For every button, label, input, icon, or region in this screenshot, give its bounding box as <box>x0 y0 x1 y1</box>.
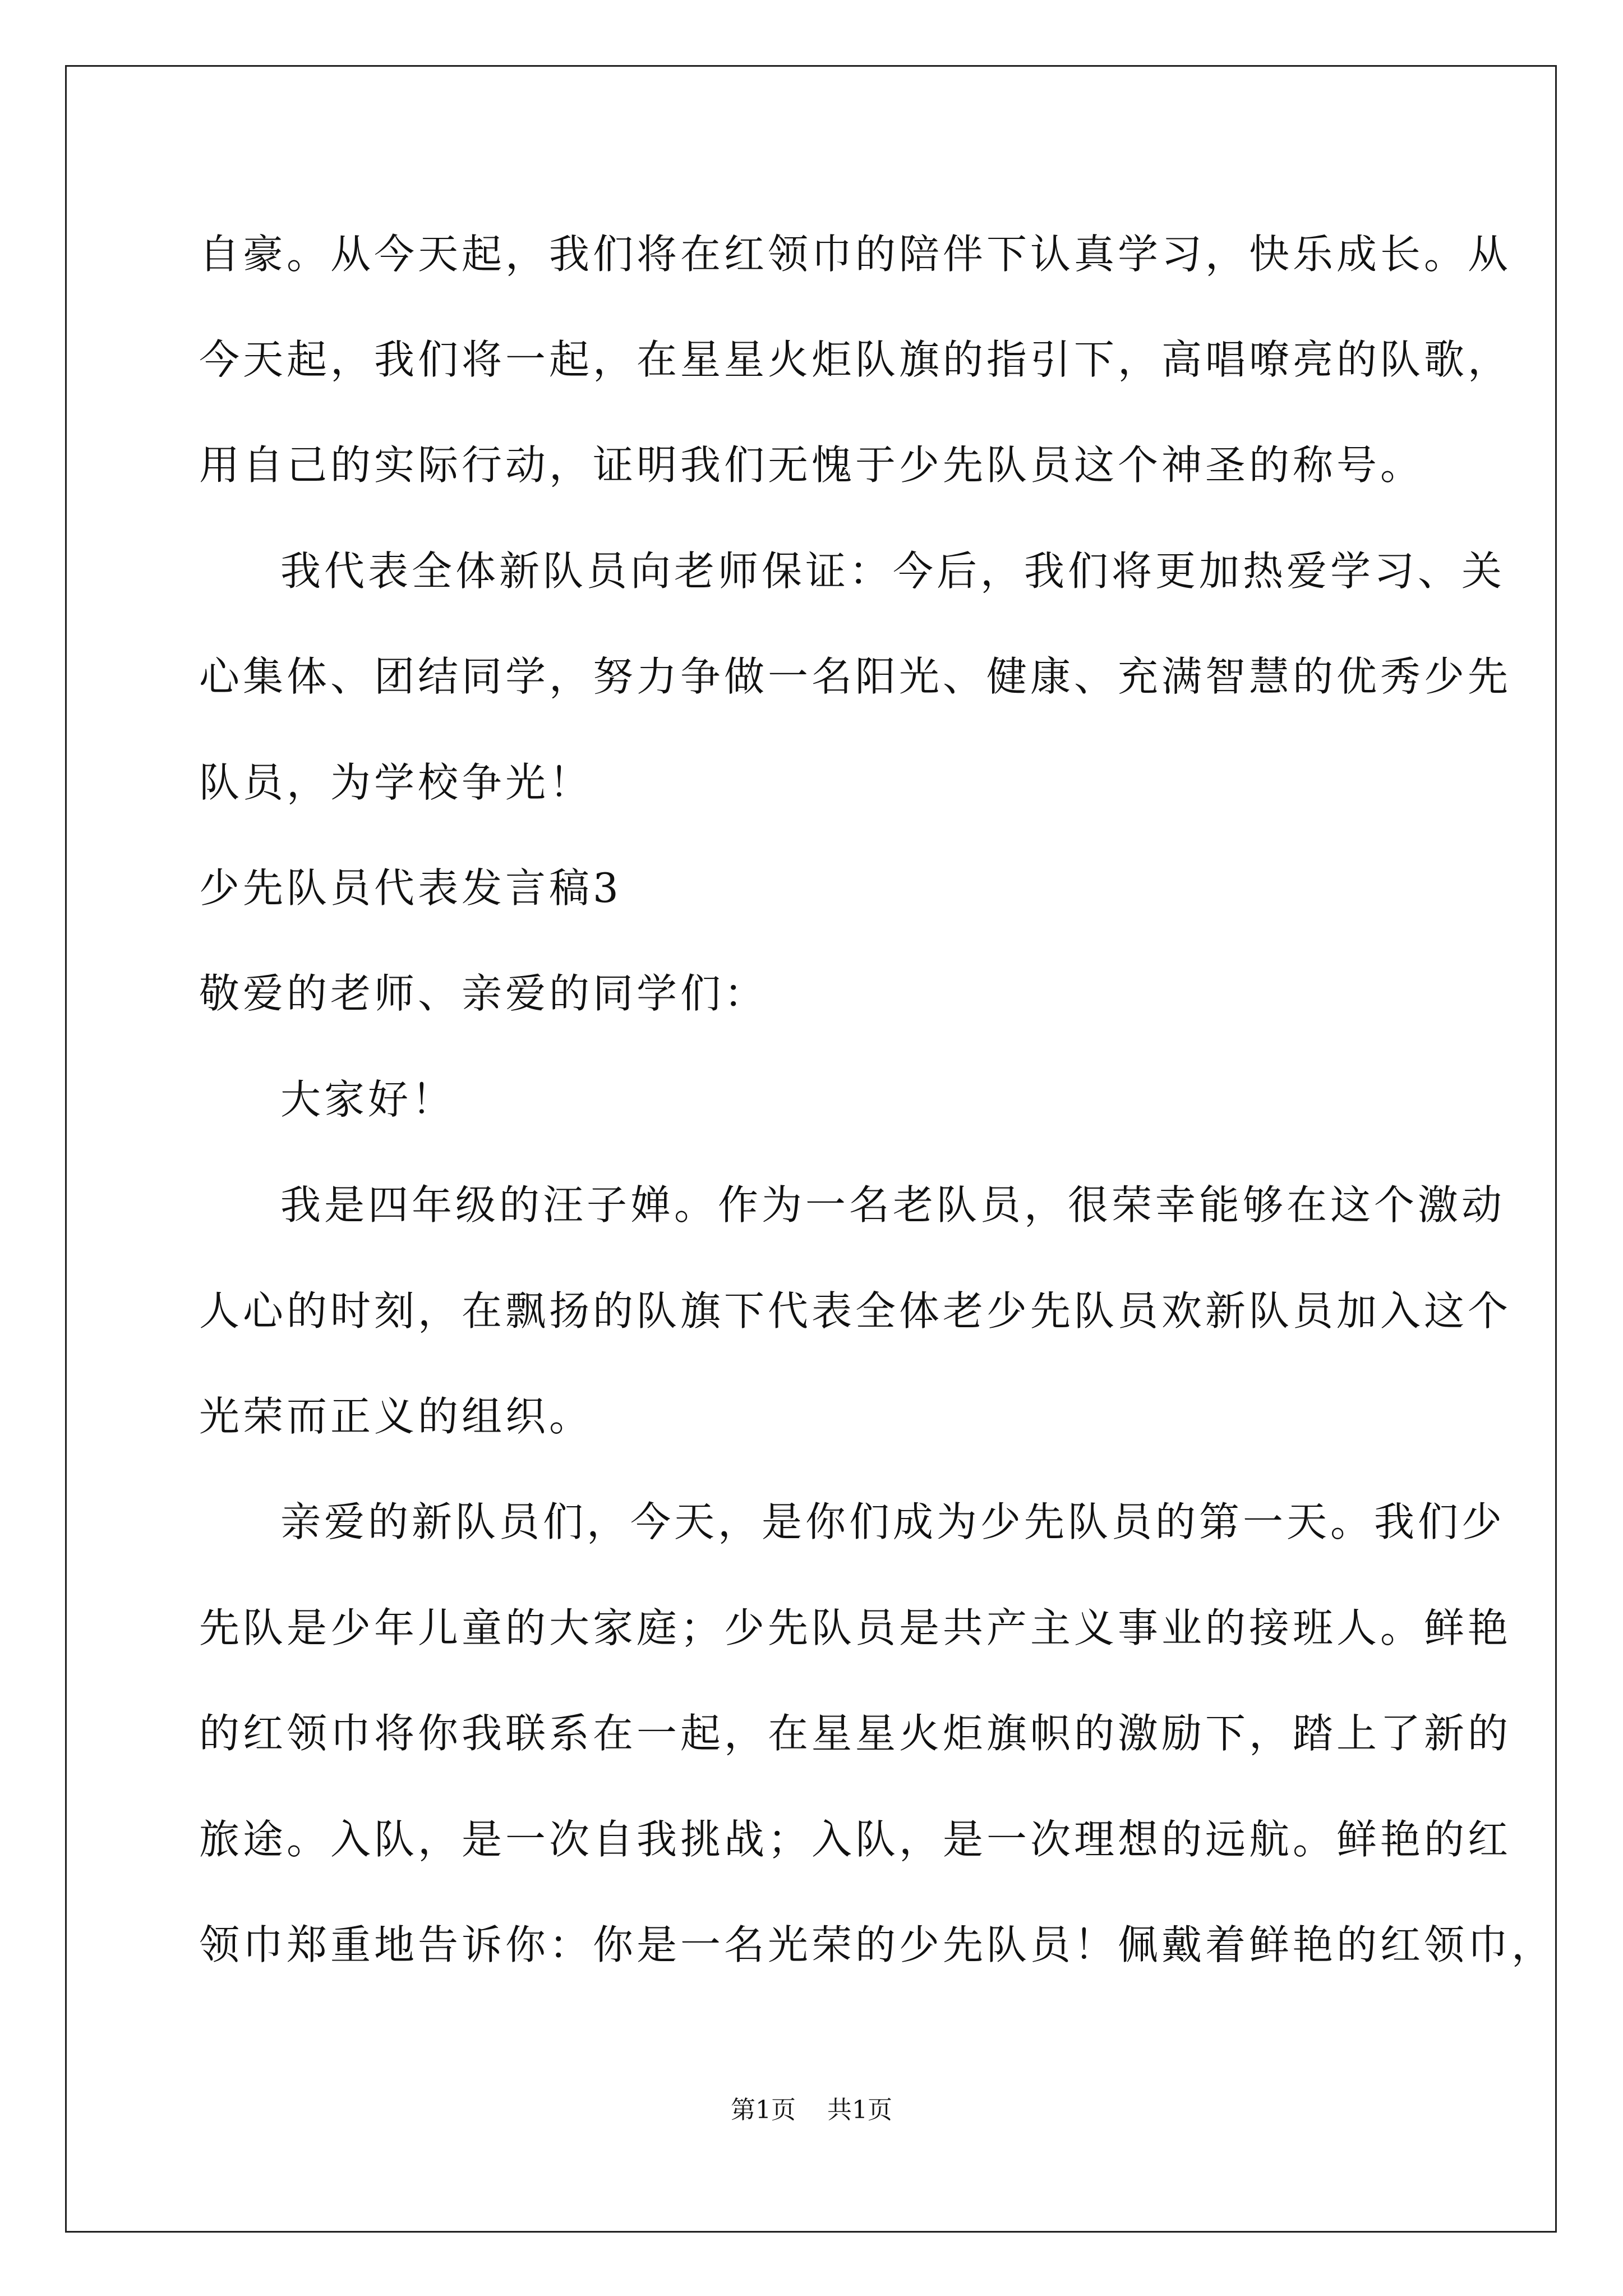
text-line: 亲爱的新队员们，今天，是你们成为少先队员的第一天。我们少 <box>280 1498 1506 1545</box>
text-line: 队员，为学校争光！ <box>199 759 593 806</box>
text-line: 自豪。从今天起，我们将在红领巾的陪伴下认真学习，快乐成长。从 <box>199 231 1512 278</box>
salutation: 敬爱的老师、亲爱的同学们： <box>199 970 768 1017</box>
text-line: 心集体、团结同学，努力争做一名阳光、健康、充满智慧的优秀少先 <box>199 653 1512 700</box>
greeting: 大家好！ <box>280 1076 456 1123</box>
text-line: 先队是少年儿童的大家庭；少先队员是共产主义事业的接班人。鲜艳 <box>199 1604 1512 1651</box>
text-line: 我代表全体新队员向老师保证：今后，我们将更加热爱学习、关 <box>280 547 1506 595</box>
text-line: 旅途。入队，是一次自我挑战；入队，是一次理想的远航。鲜艳的红 <box>199 1816 1512 1863</box>
page-footer <box>0 2093 1623 2127</box>
text-line: 领巾郑重地告诉你：你是一名光荣的少先队员！佩戴着鲜艳的红领巾， <box>199 1921 1556 1968</box>
page-number: 第1页 <box>731 2096 796 2124</box>
text-line: 今天起，我们将一起，在星星火炬队旗的指引下，高唱嘹亮的队歌， <box>199 336 1512 383</box>
text-line: 我是四年级的汪子婵。作为一名老队员，很荣幸能够在这个激动 <box>280 1181 1506 1228</box>
page-border <box>65 65 1557 2233</box>
text-line: 光荣而正义的组织。 <box>199 1393 593 1440</box>
text-line: 人心的时刻，在飘扬的队旗下代表全体老少先队员欢新队员加入这个 <box>199 1287 1512 1335</box>
text-line: 的红领巾将你我联系在一起，在星星火炬旗帜的激励下，踏上了新的 <box>199 1710 1512 1757</box>
section-heading: 少先队员代表发言稿3 <box>199 864 622 912</box>
page-count: 共1页 <box>827 2096 892 2124</box>
text-line: 用自己的实际行动，证明我们无愧于少先队员这个神圣的称号。 <box>199 441 1424 489</box>
